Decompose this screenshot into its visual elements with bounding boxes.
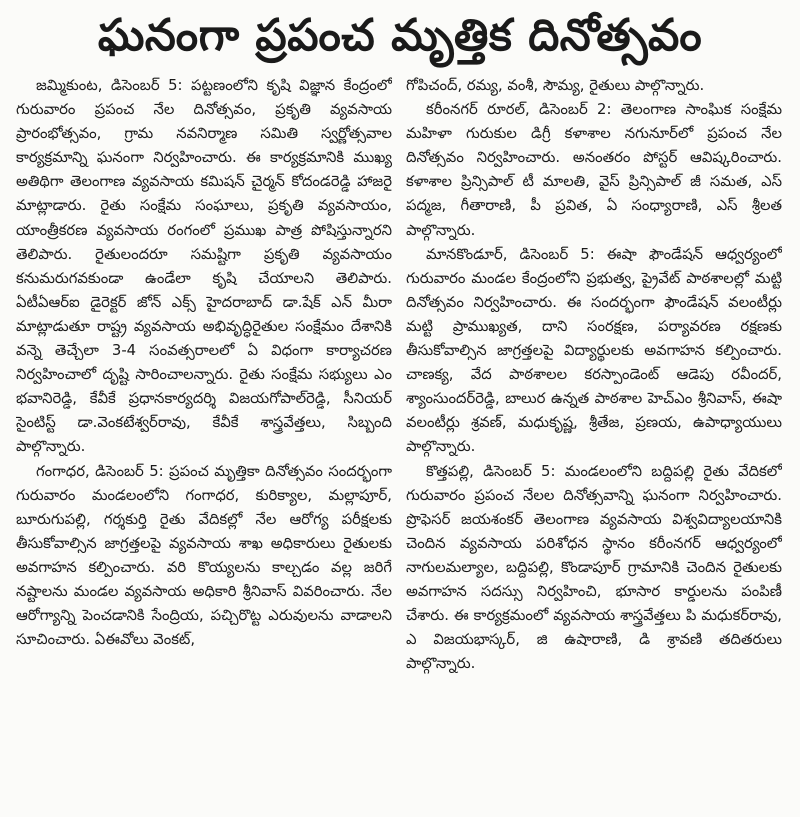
paragraph-manakondur: మానకొండూర్, డిసెంబర్ 5: ఈషా ఫౌండేషన్ ఆధ్వర్యంలో గురువారం మండల కేంద్రంలోని ప్రభుత్వ, ప్రైవేట్ పాఠశాలల్లో మట్టి దినోత్సవం నిర్వహించారు. ఈ సందర్భంగా ఫౌండేషన్ వలంటీర్లు మట్టి ప్రాముఖ్యత, దాని సంరక్షణ, పర్యావరణ రక్షణకు తీసుకోవాల్సిన జాగ్రత్తలపై విద్యార్థులకు అవగాహన కల్పించారు. చాణక్య, వేద పాఠశాలల కరస్పాండెంట్ ఆడెపు రవీందర్, శ్యాంసుందర్‌రెడ్డి, బాలుర ఉన్నత పాఠశాల హెచ్‌ఎం శ్రీనివాస్, ఈషా వలంటీర్లు శ్రవణ్, మధుకృష్ణ, శ్రీతేజ, ప్రణయ, ఉపాధ్యాయులు పాల్గొన్నారు. — [406, 245, 782, 456]
paragraph-gangadhara: గంగాధర, డిసెంబర్ 5: ప్రపంచ మృత్తికా దినోత్సవం సందర్భంగా గురువారం మండలంలోని గంగాధర, కురిక్యాల, మల్లాపూర్, బూరుగుపల్లి, గర్శకుర్తి రైతు వేదికల్లో నేల ఆరోగ్య పరీక్షలకు తీసుకోవాల్సిన జాగ్రత్తలపై వ్యవసాయ శాఖ అధికారులు రైతులకు అవగాహన కల్పించారు. వరి కొయ్యలను కాల్చడం వల్ల జరిగే నష్టాలను మండల వ్యవసాయ అధికారి శ్రీనివాస్ వివరించారు. నేల ఆరోగ్యాన్ని పెంచడానికి సేంద్రియ, పచ్చిరొట్ట ఎరువులను వాడాలని సూచించారు. ఏఈవోలు వెంకట్, — [16, 462, 392, 649]
right-column — [406, 74, 782, 814]
paragraph-kothapalli: కొత్తపల్లి, డిసెంబర్ 5: మండలంలోని బద్దిపల్లి రైతు వేదికలో గురువారం ప్రపంచ నేలల దినోత్సవాన్ని ఘనంగా నిర్వహించారు. ప్రొఫెసర్ జయశంకర్ తెలంగాణ వ్యవసాయ విశ్వవిద్యాలయానికి చెందిన వ్యవసాయ పరిశోధన స్థానం కరీంనగర్ ఆధ్వర్యంలో నాగులమల్యాల, బద్దిపల్లి, కొండాపూర్ గ్రామానికి చెందిన రైతులకు అవగాహన సదస్సు నిర్వహించి, భూసార కార్డులను పంపిణీ చేశారు. ఈ కార్యక్రమంలో వ్యవసాయ శాస్త్రవేత్తలు పి మధుకర్‌రావు, ఎ విజయభాస్కర్, జి ఉషారాణి, డి శ్రావణి తదితరులు పాల్గొన్నారు. — [406, 462, 782, 673]
left-column — [16, 74, 392, 814]
paragraph-gangadhara-continued: గోపిచంద్, రమ్య, వంశీ, సౌమ్య, రైతులు పాల్గొన్నారు. — [406, 77, 705, 94]
headline: ఘనంగా ప్రపంచ మృత్తిక దినోత్సవం — [97, 10, 703, 61]
paragraph-jammikunta: జమ్మికుంట, డిసెంబర్ 5: పట్టణంలోని కృషి విజ్ఞాన కేంద్రంలో గురువారం ప్రపంచ నేల దినోత్సవం, ప్రకృతి వ్యవసాయ ప్రారంభోత్సవం, గ్రామ నవనిర్మాణ సమితి స్వర్ణోత్సవాల కార్యక్రమాన్ని ఘనంగా నిర్వహించారు. ఈ కార్యక్రమానికి ముఖ్య అతిథిగా తెలంగాణ వ్యవసాయ కమిషన్ చైర్మన్ కోదండరెడ్డి హాజరై మాట్లాడారు. రైతు సంక్షేమ సంఘాలు, ప్రకృతి వ్యవసాయం, యాంత్రీకరణ వ్యవసాయ రంగంలో ప్రముఖ పాత్ర పోషిస్తున్నారని తెలిపారు. రైతులందరూ సమష్టిగా ప్రకృతి వ్యవసాయం కనుమరుగవకుండా ఉండేలా కృషి చేయాలని తెలిపారు. ఏటీఏఆర్ఐ డైరెక్టర్ జోన్ ఎక్స్ హైదరాబాద్ డా.షేక్ ఎన్ మీరా మాట్లాడుతూ రాష్ట్ర వ్యవసాయ అభివృద్ధిరైతుల సంక్షేమం దేశానికి వన్నె తెచ్చేలా 3-4 సంవత్సరాలలో ఏ విధంగా కార్యాచరణ నిర్వహించాలో దృష్టి సారించాలన్నారు. రైతు సంక్షేమ సభ్యులు ఎం భవానిరెడ్డి, కేవీకే ప్రధానకార్యదర్శి విజయగోపాల్‌రెడ్డి, సీనియర్ సైంటిస్ట్ డా.వెంకటేశ్వర్‌రావు, కేవీకే శాస్త్రవేత్తలు, సిబ్బంది పాల్గొన్నారు. — [16, 77, 392, 456]
paragraph-karimnagar-rural: కరీంనగర్ రూరల్, డిసెంబర్ 2: తెలంగాణ సాంఘిక సంక్షేమ మహిళా గురుకుల డిగ్రీ కళాశాల నగునూర్‌లో ప్రపంచ నేల దినోత్సవం నిర్వహించారు. అనంతరం పోస్టర్ ఆవిష్కరించారు. కళాశాల ప్రిన్సిపాల్ టీ మాలతి, వైస్ ప్రిన్సిపాల్ జీ సమత, ఎస్ పద్మజ, గీతారాణి, పీ ప్రవిత, ఏ సంధ్యారాణి, ఎస్ శ్రీలత పాల్గొన్నారు. — [406, 101, 782, 239]
article-columns — [16, 74, 784, 814]
